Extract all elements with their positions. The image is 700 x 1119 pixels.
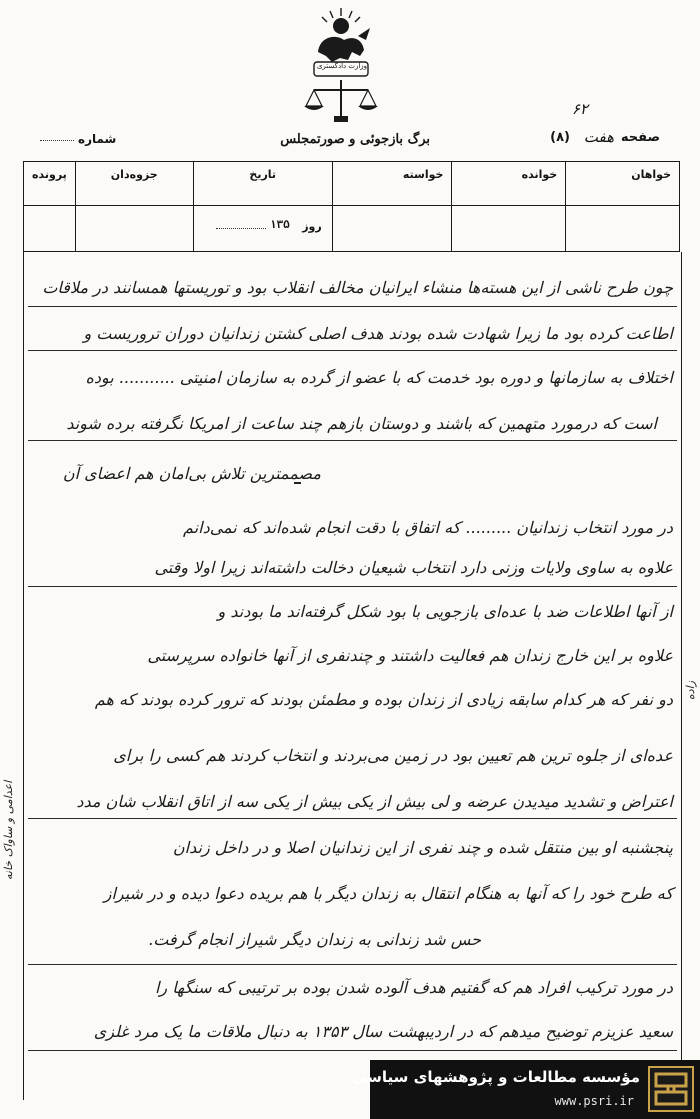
watermark-url: www.psri.ir [554, 1094, 634, 1108]
header-khaste: خواسته [332, 162, 452, 206]
handwriting-line: مصممترین تلاش بی‌امان هم اعضای آن [62, 464, 321, 483]
handwriting-line: سعید عزیزم توضیح میدهم که در اردیبهشت سال ۱۳۵۳ به دنبال ملاقات ما یک مرد غلزی [93, 1022, 673, 1041]
case-info-table [23, 161, 680, 252]
ruled-line [28, 1050, 677, 1051]
handwriting-line: علاوه بر این خارج زندان هم فعالیت داشتند و چندنفری از آنها خانواده سرپرستی [147, 646, 673, 665]
handwriting-line: علاوه به ساوی ولایات وزنی دارد انتخاب شیعیان دخالت داشته‌اند زیرا اولا وقتی [154, 558, 673, 577]
ruled-line [28, 818, 677, 819]
header-tarikh: تاریخ [193, 162, 332, 206]
handwriting-line: از آنها اطلاعات ضد با عده‌ای بازجویی با بود شکل گرفته‌اند ما بودند و [217, 602, 673, 621]
handwriting-area [23, 252, 682, 1100]
handwriting-line: اعتراض و تشدید میدیدن عرضه و لی بیش از یکی بیش از یکی سه از اتاق انقلاب شان مدد [76, 792, 673, 811]
page-number: (۸) [550, 130, 570, 145]
ruled-line [28, 440, 677, 441]
ruled-line [28, 306, 677, 307]
ruled-line [28, 350, 677, 351]
margin-note-right: زاده [684, 680, 697, 700]
shomare-label: شماره [78, 132, 117, 146]
watermark-banner [351, 1060, 700, 1119]
cell-khande [452, 205, 566, 251]
header-jozvedan: جزوه‌دان [75, 162, 193, 206]
header-khahan: خواهان [566, 162, 680, 206]
handwriting-line: که طرح خود را که آنها به هنگام انتقال به زندان دیگر با هم بریده دعوا دیده و در شیراز [103, 884, 673, 903]
cell-khahan [566, 205, 680, 251]
page-label: صفحه [620, 130, 660, 145]
cell-jozvedan [75, 205, 193, 251]
header-parvande: پرونده [24, 162, 76, 206]
cell-khaste [332, 205, 452, 251]
handwriting-line: عده‌ای از جلوه ترین هم تعیین بود در زمین می‌بردند و انتخاب کردند هم کسی را برای [113, 746, 673, 765]
psri-logo-icon [648, 1066, 694, 1112]
handwriting-line: چون طرح ناشی از این هسته‌ها منشاء ایرانیان مخالف انقلاب بود و توریستها همسانند در ملاقات [42, 278, 673, 297]
roz-label: روز [302, 219, 322, 233]
shomare-dots [40, 140, 74, 141]
handwriting-line: پنجشنبه او بین منتقل شده و چند نفری از این زندانیان اصلا و در داخل زندان [172, 838, 673, 857]
handwriting-line: حس شد زندانی به زندان دیگر شیراز انجام گرفت. [148, 930, 481, 949]
form-header [20, 100, 680, 154]
margin-note-left: اعدامی و ساواک خانه [2, 780, 15, 880]
watermark-text: مؤسسه مطالعات و پژوهشهای سیاسی [351, 1068, 640, 1086]
handwriting-line: دو نفر که هر کدام سابقه زیادی از زندان بوده و مطمئن بودند که ترور کرده بودند که هم [94, 690, 673, 709]
page-note: ۶۲ [571, 100, 588, 118]
year-dots [216, 228, 266, 229]
handwriting-line: اختلاف به سازمانها و دوره بود خدمت که با عضو از گرده به سازمان امنیتی ........... بوده [85, 368, 673, 387]
handwriting-line: در مورد انتخاب زندانیان ......... که اتفاق با دقت انجام شده‌اند که نمی‌دانم [183, 518, 673, 537]
emblem-caption: وزارت دادگستری [316, 62, 368, 70]
cell-parvande [24, 205, 76, 251]
handwriting-line: است که درمورد متهمین که باشند و دوستان بازهم چند ساعت از امریکا نگرفته برده شوند [66, 414, 657, 433]
ruled-line [28, 964, 677, 965]
ruled-line [28, 586, 677, 587]
year-prefix: ۱۳۵ [269, 217, 290, 231]
handwriting-line: در مورد ترکیب افراد هم که گفتیم هدف آلوده شدن بوده بر ترتیبی که سنگها را [154, 978, 673, 997]
strikethrough [294, 482, 301, 484]
handwriting-line: اطاعت کرده بود ما زیرا شهادت شده بودند هدف اصلی کشتن زندانیان دوران تروریست و [83, 324, 673, 343]
document-title: برگ بازجوئی و صورتمجلس [280, 132, 430, 147]
page-value: هفت [583, 128, 614, 146]
header-khande: خوانده [452, 162, 566, 206]
cell-tarikh [193, 205, 332, 251]
